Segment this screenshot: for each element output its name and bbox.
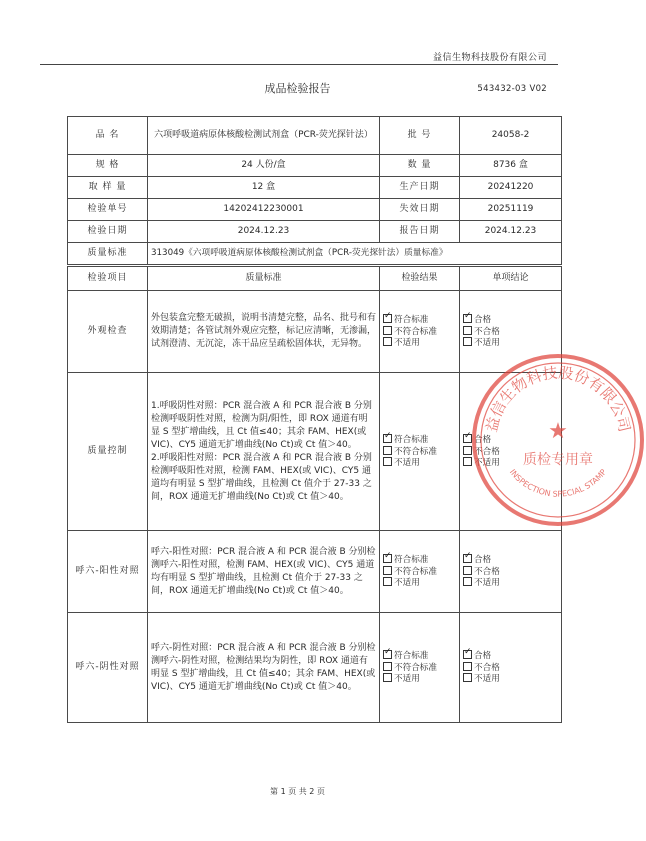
standard-label: 质量标准 [68,243,148,265]
mfg-date-value: 20241220 [460,177,562,199]
mfg-date-label: 生产日期 [380,177,460,199]
standard-value: 313049《六项呼吸道病原体核酸检测试剂盒（PCR-荧光探针法）质量标准》 [148,243,562,265]
checkbox-icon [463,577,472,586]
expiry-label: 失效日期 [380,199,460,221]
check-fail: 不合格 [463,662,558,674]
order-no-label: 检验单号 [68,199,148,221]
checkbox-icon [383,326,392,335]
item-name: 质量控制 [68,373,148,531]
info-row [68,199,562,221]
check-fail: 不合格 [463,446,558,458]
quantity-value: 8736 盒 [460,155,562,177]
check-pass: ✓合格 [463,650,558,662]
item-row [68,613,562,723]
check-na: 不适用 [463,457,558,469]
check-conform: ✓符合标准 [383,434,456,446]
spec-value: 24 人份/盒 [148,155,380,177]
info-row [68,117,562,155]
check-pass: ✓合格 [463,434,558,446]
stamp-star-icon: ★ [548,419,568,444]
checkbox-icon [463,673,472,682]
result-checks [380,373,460,531]
test-date-label: 检验日期 [68,221,148,243]
check-nonconform: 不符合标准 [383,446,456,458]
batch-value: 24058-2 [460,117,562,155]
product-name-label: 品 名 [68,117,148,155]
company-name: 益信生物科技股份有限公司 [432,53,547,63]
stamp-center-text: 质检专用章 [523,452,593,468]
checked-box-icon [383,650,392,659]
spec-label: 规 格 [68,155,148,177]
stamp-english-text: INSPECTION SPECIAL STAMP [507,467,609,499]
checkbox-icon [383,577,392,586]
col-verdict-header: 单项结论 [460,267,562,291]
expiry-value: 20251119 [460,199,562,221]
checkbox-icon [383,457,392,466]
check-na: 不适用 [383,457,456,469]
checked-box-icon [383,314,392,323]
checked-box-icon [463,650,472,659]
check-conform: ✓符合标准 [383,314,456,326]
checkbox-icon [463,326,472,335]
standard-row [68,243,562,265]
checkbox-icon [383,566,392,575]
check-na: 不适用 [463,577,558,589]
info-row [68,155,562,177]
report-date-value: 2024.12.23 [460,221,562,243]
checkbox-icon [383,337,392,346]
checked-box-icon [463,554,472,563]
batch-label: 批 号 [380,117,460,155]
check-nonconform: 不符合标准 [383,326,456,338]
document-number: 543432-03 V02 [477,84,547,94]
item-name: 外观检查 [68,291,148,373]
header-rule [40,64,558,65]
result-checks [380,531,460,613]
check-na: 不适用 [463,337,558,349]
info-row [68,177,562,199]
sample-label: 取 样 量 [68,177,148,199]
check-fail: 不合格 [463,326,558,338]
check-fail: 不合格 [463,566,558,578]
item-name: 呼六-阴性对照 [68,613,148,723]
stamp-company-text: 益信生物科技股份有限公司 [482,363,634,434]
page-footer: 第 1 页 共 2 页 [270,787,325,796]
item-criteria: 呼六-阳性对照：PCR 混合液 A 和 PCR 混合液 B 分别检测呼六-阳性对照，检测 FAM、HEX(或 VIC)、CY5 通道均有明显 S 型扩增曲线，且检测 Ct 值介于 27-33 之间，ROX 通道无扩增曲线(No Ct)或 Ct 值＞40。 [148,531,380,613]
checked-box-icon [463,314,472,323]
check-nonconform: 不符合标准 [383,566,456,578]
verdict-checks [460,531,562,613]
item-row [68,531,562,613]
checked-box-icon [383,434,392,443]
sample-value: 12 盒 [148,177,380,199]
checkbox-icon [463,337,472,346]
header-row [68,267,562,291]
check-na: 不适用 [463,673,558,685]
item-criteria: 呼六-阴性对照：PCR 混合液 A 和 PCR 混合液 B 分别检测呼六-阴性对照，检测结果均为阴性，即 ROX 通道有明显 S 型扩增曲线，且 Ct 值≤40；其余 FAM、HEX(或 VIC)、CY5 通道无扩增曲线(No Ct)或 Ct 值＞40。 [148,613,380,723]
item-criteria: 外包装盒完整无破损，说明书清楚完整，品名、批号和有效期清楚；各管试剂外观应完整，标记应清晰，无渗漏，试剂澄清、无沉淀，冻干品应呈疏松固体状，无异物。 [148,291,380,373]
inspection-stamp-seal [470,352,646,528]
quantity-label: 数 量 [380,155,460,177]
checked-box-icon [383,554,392,563]
report-title: 成品检验报告 [264,82,331,95]
result-checks [380,291,460,373]
check-conform: ✓符合标准 [383,650,456,662]
report-table [67,116,562,265]
checkbox-icon [383,673,392,682]
checkbox-icon [383,662,392,671]
product-name-value: 六项呼吸道病原体核酸检测试剂盒（PCR-荧光探针法） [148,117,380,155]
col-criteria-header: 质量标准 [148,267,380,291]
check-na: 不适用 [383,337,456,349]
check-na: 不适用 [383,577,456,589]
check-na: 不适用 [383,673,456,685]
item-name: 呼六-阳性对照 [68,531,148,613]
check-pass: ✓合格 [463,314,558,326]
col-result-header: 检验结果 [380,267,460,291]
verdict-checks [460,613,562,723]
check-nonconform: 不符合标准 [383,662,456,674]
result-checks [380,613,460,723]
col-item-header: 检验项目 [68,267,148,291]
checkbox-icon [463,662,472,671]
check-pass: ✓合格 [463,554,558,566]
checkbox-icon [463,566,472,575]
info-row [68,221,562,243]
check-conform: ✓符合标准 [383,554,456,566]
test-date-value: 2024.12.23 [148,221,380,243]
order-no-value: 14202412230001 [148,199,380,221]
report-date-label: 报告日期 [380,221,460,243]
item-criteria: 1.呼吸阴性对照：PCR 混合液 A 和 PCR 混合液 B 分别检测呼吸阴性对照，检测为阴/阳性，即 ROX 通道有明显 S 型扩增曲线，且 Ct 值≤40；其余 FAM、HEX(或 VIC)、CY5 通道无扩增曲线(No Ct)或 Ct 值＞40。 2.呼吸阳性对照：PCR 混合液 A 和 PCR 混合液 B 分别检测呼吸阳性对照，检测 FAM、HEX(或 VIC)、CY5 通道均有明显 S 型扩增曲线，且检测 Ct 值介于 27-33 之间，ROX 通道无扩增曲线(No Ct)或 Ct 值＞40。 [148,373,380,531]
checkbox-icon [383,446,392,455]
